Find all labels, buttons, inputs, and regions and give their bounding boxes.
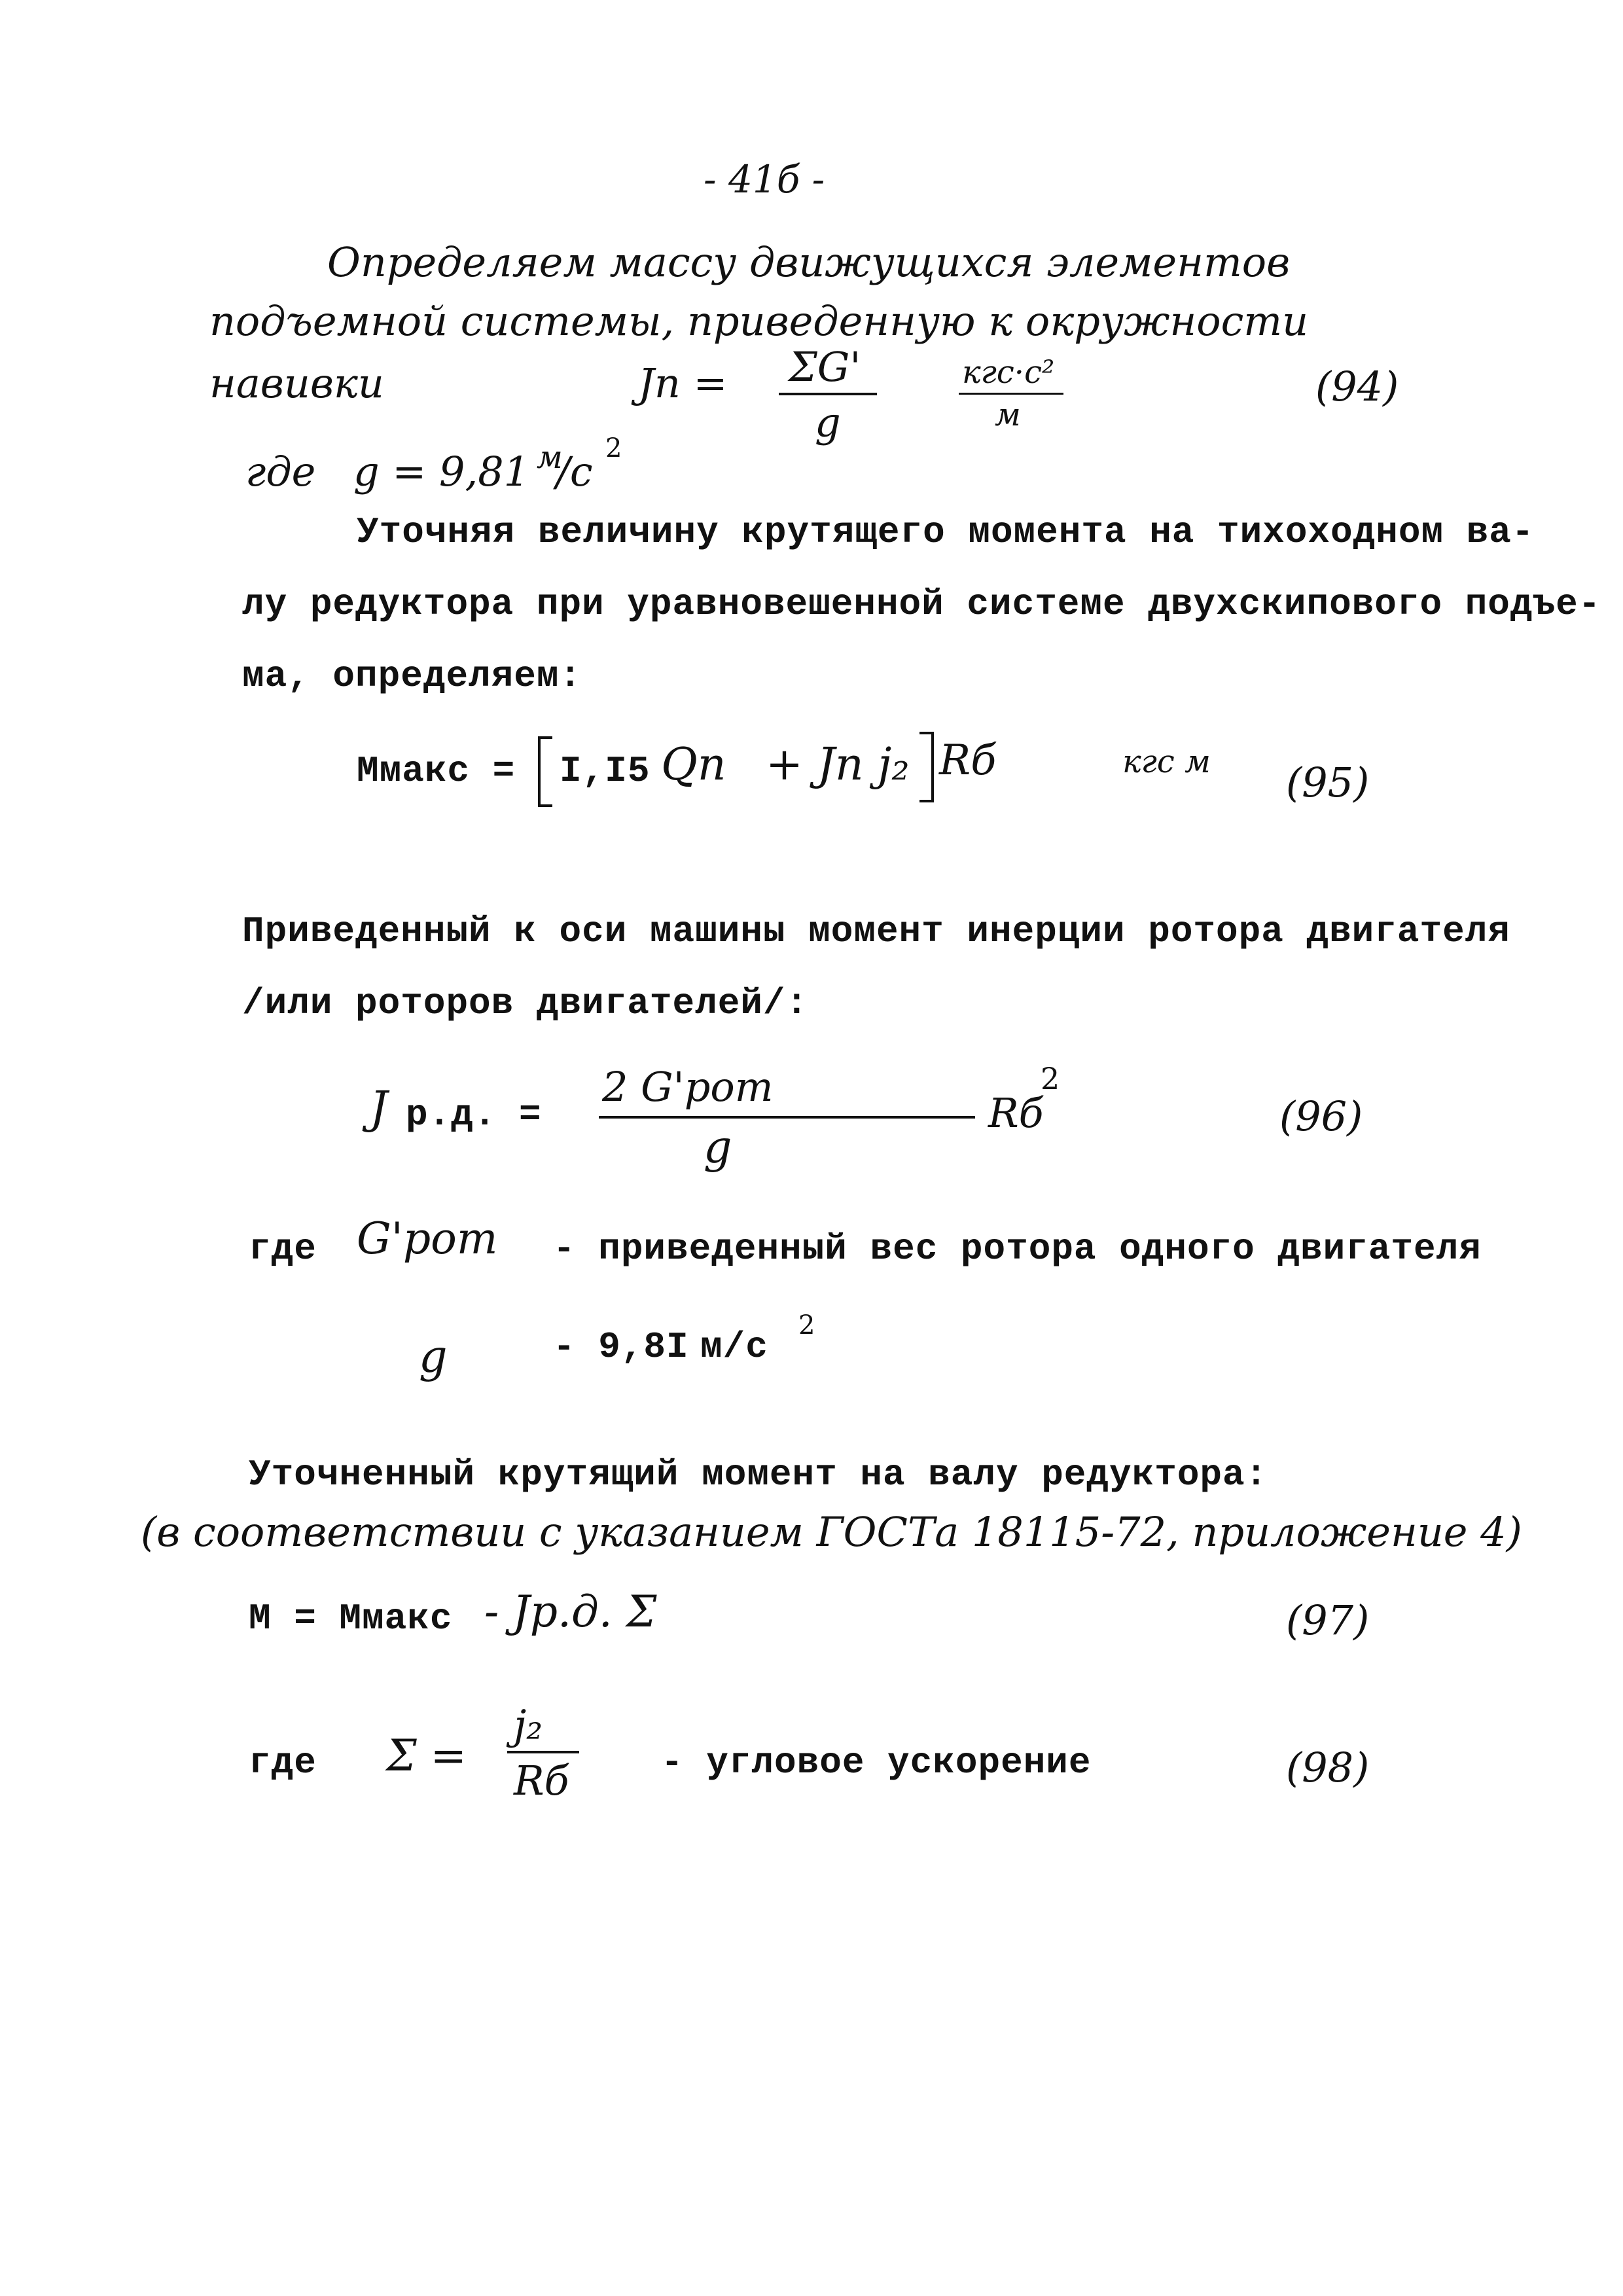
- where-g-value: g = 9,81: [353, 448, 530, 495]
- where-g-unit-num: м: [537, 439, 563, 476]
- formula96-numerator: 2 G'рот: [602, 1063, 774, 1111]
- formula94-numerator: ΣG': [789, 343, 861, 391]
- formula97-rhs: - Jр.д. Σ: [484, 1587, 657, 1637]
- formula95-unit: кгс м: [1122, 744, 1211, 780]
- where96-g-symbol: g: [419, 1331, 448, 1383]
- formula94-fraction-bar: [779, 393, 877, 395]
- formula95-r: Rб: [939, 736, 997, 785]
- formula94-lhs: Jп =: [638, 359, 728, 407]
- formula95-lhs: Ммакс =: [357, 750, 516, 792]
- paragraph1-line-1: Уточняя величину крутящего момента на тихоходном ва-: [357, 511, 1535, 553]
- formula98-fraction-bar: [507, 1751, 579, 1753]
- formula94-number: (94): [1315, 363, 1399, 410]
- formula98-lhs: Σ =: [386, 1731, 467, 1781]
- formula96-lhs-symbol: J: [370, 1083, 388, 1134]
- handwritten-line-3: навивки: [209, 359, 384, 407]
- where96-g-value: - 9,8I: [553, 1326, 689, 1368]
- where96-g-unit: м/с: [700, 1326, 768, 1368]
- formula95-left-bracket: [538, 736, 552, 807]
- formula94-unit-bar: [959, 393, 1063, 395]
- formula96-lhs-sub: р.д. =: [406, 1094, 542, 1136]
- where96-desc: - приведенный вес ротора одного двигателя: [553, 1228, 1482, 1270]
- formula96-number: (96): [1279, 1092, 1363, 1140]
- page-number: - 41б -: [704, 157, 825, 202]
- paragraph1-line-2: лу редуктора при уравновешенной системе двухскипового подъе-: [242, 583, 1601, 625]
- formula98-desc: - угловое ускорение: [661, 1742, 1092, 1784]
- formula95-number: (95): [1286, 759, 1370, 806]
- formula97-number: (97): [1286, 1596, 1370, 1644]
- formula96-fraction-bar: [599, 1116, 975, 1119]
- formula95-coef: I,I5: [560, 750, 651, 792]
- formula98-denominator: Rб: [514, 1757, 569, 1804]
- where96-g-exp: 2: [798, 1310, 815, 1340]
- paragraph1-line-3: ма, определяем:: [242, 655, 582, 697]
- handwritten-line-2: подъемной системы, приведенную к окружности: [209, 297, 1309, 345]
- formula96-r: Rб: [988, 1089, 1044, 1137]
- formula94-unit-denominator: м: [995, 397, 1021, 433]
- where96-symbol: G'рот: [357, 1213, 498, 1264]
- where-prefix: где: [245, 448, 316, 495]
- where-g-unit-den: /с: [556, 448, 593, 495]
- formula98-number: (98): [1286, 1744, 1370, 1791]
- formula94-denominator: g: [815, 399, 841, 446]
- gost-note: (в соответствии с указанием ГОСТа 18115-72, приложение 4): [141, 1508, 1522, 1556]
- formula96-denominator: g: [704, 1122, 732, 1174]
- paragraph2-line-1: Приведенный к оси машины момент инерции ротора двигателя: [242, 910, 1510, 952]
- where-g-unit-exp: 2: [605, 433, 622, 463]
- formula98-gde: где: [249, 1742, 317, 1784]
- where96-gde: где: [249, 1228, 317, 1270]
- formula95-q: Qп: [661, 739, 726, 791]
- formula94-unit-numerator: кгс·с²: [962, 354, 1055, 391]
- formula97-lhs: М = Ммакс: [249, 1598, 453, 1640]
- handwritten-line-1: Определяем массу движущихся элементов: [327, 238, 1291, 286]
- paragraph3-line-1: Уточненный крутящий момент на валу редуктора:: [249, 1454, 1268, 1496]
- paragraph2-line-2: /или роторов двигателей/:: [242, 982, 809, 1024]
- formula98-numerator: j₂: [514, 1701, 543, 1749]
- formula96-exp: 2: [1041, 1061, 1060, 1096]
- formula95-plus-term: + Jп j₂: [766, 739, 910, 791]
- formula95-right-bracket: [919, 732, 934, 802]
